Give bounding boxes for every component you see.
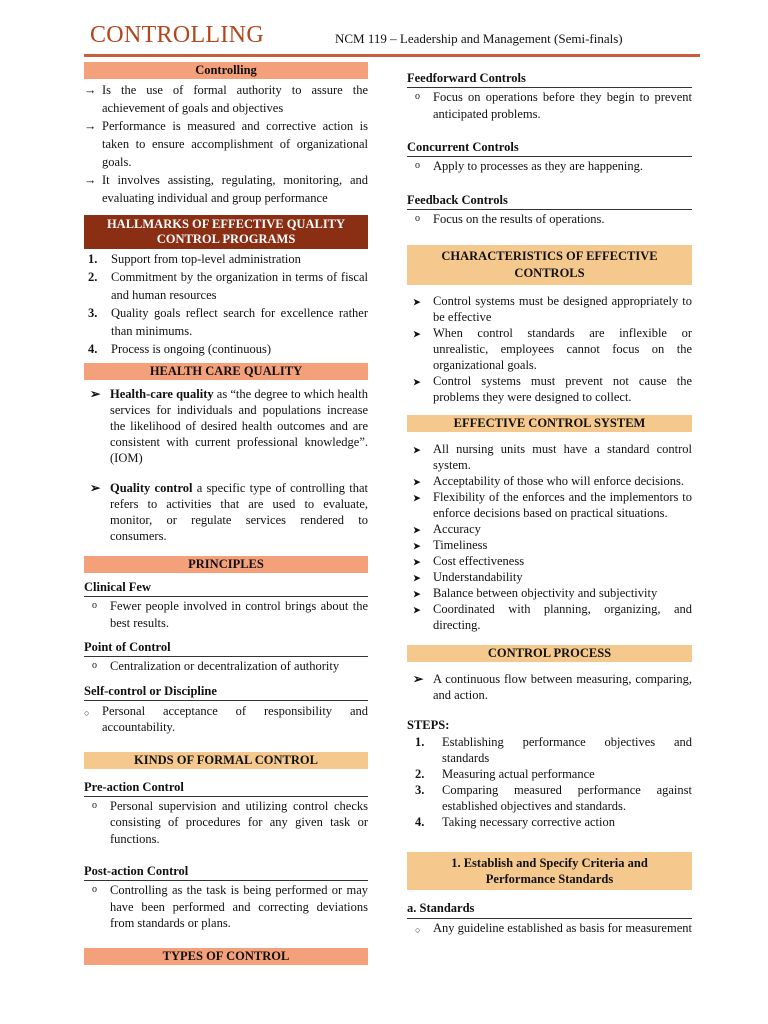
bullet-icon: ○ — [415, 925, 421, 935]
chevron-right-icon: ➤ — [413, 329, 421, 339]
bullet-icon: o — [415, 160, 420, 171]
control-process-list — [407, 671, 692, 703]
effective-control-system-list — [407, 441, 692, 633]
list-item: → Is the use of formal authority to assure the achievement of goals and objectives — [84, 83, 368, 115]
chevron-right-icon: ➤ — [413, 477, 421, 487]
section-heading-hallmarks: HALLMARKS OF EFFECTIVE QUALITY CONTROL PROGRAMS — [84, 215, 368, 249]
list-item: o Apply to processes as they are happening. — [415, 159, 644, 173]
chevron-right-icon: ➤ — [413, 445, 421, 455]
list-item: ➤ Coordinated with planning, organizing, and directing. — [413, 602, 692, 632]
arrow-icon: → — [84, 119, 97, 133]
list-item: ➢ A continuous flow between measuring, comparing, and action. — [413, 672, 692, 702]
list-item: ○ Any guideline established as basis for measurement — [407, 920, 692, 937]
subheading: Feedforward Controls — [407, 70, 692, 88]
subheading: Feedback Controls — [407, 192, 692, 210]
list-item: 3. Comparing measured performance against established objectives and standards. — [415, 783, 692, 813]
list-item: o Personal supervision and utilizing control checks consisting of procedures for any given task or functions. — [92, 798, 368, 846]
chevron-right-icon: ➢ — [413, 672, 424, 686]
page-title: CONTROLLING — [90, 22, 264, 48]
list-item: ➤ Understandability — [413, 570, 523, 584]
chevron-right-icon: ➤ — [413, 589, 421, 599]
bullet-icon: o — [92, 799, 97, 811]
chevron-right-icon: ➢ — [90, 481, 101, 495]
chevron-right-icon: ➤ — [413, 557, 421, 567]
section-heading-principles: PRINCIPLES — [84, 556, 368, 573]
chevron-right-icon: ➤ — [413, 573, 421, 583]
subheading: Concurrent Controls — [407, 139, 692, 157]
control-type-group — [407, 139, 692, 175]
bullet-icon: o — [92, 884, 97, 895]
bullet-icon: o — [415, 212, 420, 224]
header-divider — [84, 54, 700, 57]
steps-label: STEPS: — [407, 718, 450, 732]
section-heading-establish-criteria: 1. Establish and Specify Criteria and Performance Standards — [407, 852, 692, 890]
bullet-icon: o — [415, 91, 420, 102]
list-item: o Fewer people involved in control brings about the best results. — [92, 599, 368, 630]
health-care-quality-list — [84, 386, 368, 544]
subheading: Clinical Few — [84, 579, 368, 597]
chevron-right-icon: ➤ — [413, 541, 421, 551]
list-item: o Focus on the results of operations. — [415, 211, 605, 226]
list-item: → Performance is measured and corrective action is taken to ensure accomplishment of organizational goals. — [84, 119, 368, 169]
list-item: 3. Quality goals reflect search for excellence rather than minimums. — [88, 306, 368, 338]
list-item: o Centralization or decentralization of authority — [92, 659, 340, 673]
section-heading-health-care-quality: HEALTH CARE QUALITY — [84, 363, 368, 380]
chevron-right-icon: ➤ — [413, 493, 421, 503]
principle-group — [84, 683, 368, 736]
kind-group — [84, 779, 368, 848]
subheading: Pre-action Control — [84, 779, 368, 797]
subheading: Self-control or Discipline — [84, 683, 368, 701]
list-item: ➤ When control standards are inflexible or unrealistic, employees cannot focus on the organizational goals. — [413, 326, 692, 372]
section-heading-effective-control-system: EFFECTIVE CONTROL SYSTEM — [407, 415, 692, 432]
list-item: ➤ Accuracy — [413, 522, 481, 536]
list-item: 1. Establishing performance objectives and standards — [415, 735, 692, 765]
left-column — [84, 62, 368, 965]
hallmarks-list — [84, 250, 368, 358]
kind-group — [84, 863, 368, 932]
section-heading-control-process: CONTROL PROCESS — [407, 645, 692, 662]
list-item: ➢ Health-care quality as “the degree to which health services for individuals and populations increase the likelihood of desired health outcomes and are consistent with current professional knowledge”. (IOM) — [90, 387, 368, 465]
list-item: 4. Process is ongoing (continuous) — [88, 342, 272, 356]
section-heading-kinds-of-formal-control: KINDS OF FORMAL CONTROL — [84, 752, 368, 769]
bullet-icon: o — [92, 600, 97, 611]
list-item: 2. Measuring actual performance — [415, 767, 595, 781]
list-item: 4. Taking necessary corrective action — [415, 815, 615, 829]
list-item: o Controlling as the task is being performed or may have been performed and correcting deviations from standards or plans. — [92, 883, 368, 930]
list-item: ➤ Control systems must prevent not cause the problems they were designed to collect. — [413, 374, 692, 404]
chevron-right-icon: ➤ — [413, 297, 421, 307]
list-item: ➤ Timeliness — [413, 538, 488, 552]
subheading-standards: a. Standards — [407, 901, 475, 915]
principle-group — [84, 639, 368, 675]
arrow-icon: → — [84, 83, 97, 97]
subheading: Post-action Control — [84, 863, 368, 881]
list-item: ➤ All nursing units must have a standard control system. — [413, 442, 692, 472]
list-item: → It involves assisting, regulating, monitoring, and evaluating individual and group performance — [84, 173, 368, 205]
steps-list — [407, 734, 692, 830]
list-item: 2. Commitment by the organization in terms of fiscal and human resources — [88, 270, 368, 302]
divider — [407, 918, 692, 919]
controlling-list — [84, 81, 368, 207]
standards-list — [407, 920, 692, 937]
right-column — [407, 70, 692, 937]
list-item: ➤ Control systems must be designed appropriately to be effective — [413, 294, 692, 324]
control-type-group — [407, 70, 692, 122]
control-type-group — [407, 192, 692, 228]
section-heading-characteristics: CHARACTERISTICS OF EFFECTIVE CONTROLS — [407, 245, 692, 285]
list-item: ➤ Acceptability of those who will enforce decisions. — [413, 474, 684, 488]
list-item: ➢ Quality control a specific type of controlling that refers to activities that are used to evaluate, monitor, or regulate services rendered to consumers. — [90, 481, 368, 543]
list-item: ○ Personal acceptance of responsibility and accountability. — [84, 703, 368, 734]
chevron-right-icon: ➤ — [413, 525, 421, 535]
subheading: Point of Control — [84, 639, 368, 657]
list-item: ➤ Cost effectiveness — [413, 554, 525, 568]
list-item: o Focus on operations before they begin to prevent anticipated problems. — [415, 90, 692, 121]
list-item: 1. Support from top-level administration — [88, 252, 301, 266]
chevron-right-icon: ➤ — [413, 605, 421, 615]
section-heading-controlling: Controlling — [84, 62, 368, 79]
section-heading-types-of-control: TYPES OF CONTROL — [84, 948, 368, 965]
course-subtitle: NCM 119 – Leadership and Management (Semi-finals) — [335, 31, 623, 46]
chevron-right-icon: ➢ — [90, 387, 101, 401]
characteristics-list — [407, 293, 692, 405]
chevron-right-icon: ➤ — [413, 377, 421, 387]
list-item: ➤ Flexibility of the enforces and the implementors to enforce decisions based on practical situations. — [413, 490, 692, 520]
bullet-icon: ○ — [84, 707, 90, 718]
list-item: ➤ Balance between objectivity and subjectivity — [413, 586, 658, 600]
bullet-icon: o — [92, 660, 97, 671]
arrow-icon: → — [84, 173, 97, 187]
principle-group — [84, 579, 368, 631]
